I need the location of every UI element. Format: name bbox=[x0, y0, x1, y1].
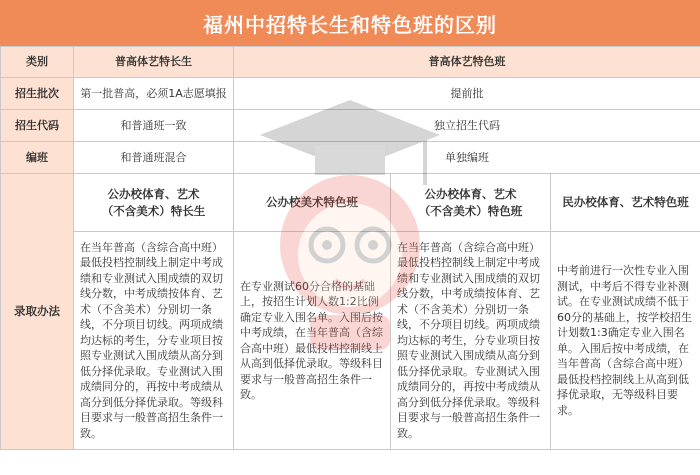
comparison-table bbox=[0, 46, 700, 450]
header-specialty: 普高体艺特长生 bbox=[74, 47, 234, 78]
code-class: 独立招生代码 bbox=[234, 110, 700, 142]
text-private: 中考前进行一次性专业入围测试，中考后不得专业补测试。在专业测试成绩不低于60分的基础上，按学校招生计划数1:3确定专业入围名单。入围后按中考成绩，在当年普高（含综合高中班）最低投档控制线上从高到低择优录取，无等级科目要求。 bbox=[551, 232, 700, 450]
text-public-art: 在专业测试60分合格的基础上，按招生计划人数1:2比例确定专业入围名单。入围后按中考成绩，在当年普高（含综合高中班）最低投档控制线上从高到低择优录取。等级科目要求与一般普高招生条件一致。 bbox=[234, 232, 391, 450]
sub-public-specialty: 公办校体育、艺术 （不含美术）特长生 bbox=[74, 174, 234, 232]
text-public-sports: 在当年普高（含综合高中班）最低投档控制线上制定中考成绩和专业测试入围成绩的双切线分数，中考成绩按体育、艺术（不含美术）分别切一条线，不分项目切线。两项成绩均达标的考生，分专业项目按照专业测试入围成绩从高分到低分择优录取。专业测试入围成绩同分的，再按中考成绩从高分到低分择优录取。等级科目要求与一般普高招生条件一致。 bbox=[391, 232, 551, 450]
table-row-group bbox=[1, 142, 700, 174]
group-specialty: 和普通班混合 bbox=[74, 142, 234, 174]
batch-specialty: 第一批普高，必须1A志愿填报 bbox=[74, 78, 234, 110]
row-label-group: 编班 bbox=[1, 142, 74, 174]
table-header-row bbox=[1, 47, 700, 78]
table-row-batch bbox=[1, 78, 700, 110]
header-category: 类别 bbox=[1, 47, 74, 78]
table-row-admission-text bbox=[1, 232, 700, 450]
row-label-code: 招生代码 bbox=[1, 110, 74, 142]
table-row-code bbox=[1, 110, 700, 142]
row-label-admission: 录取办法 bbox=[1, 174, 74, 450]
page-title: 福州中招特长生和特色班的区别 bbox=[0, 0, 700, 46]
row-label-batch: 招生批次 bbox=[1, 78, 74, 110]
batch-class: 提前批 bbox=[234, 78, 700, 110]
code-specialty: 和普通班一致 bbox=[74, 110, 234, 142]
table-row-subheaders bbox=[1, 174, 700, 232]
text-public-specialty: 在当年普高（含综合高中班）最低投档控制线上制定中考成绩和专业测试入围成绩的双切线分数，中考成绩按体育、艺术（不含美术）分别切一条线，不分项目切线。两项成绩均达标的考生，分专业项目按照专业测试入围成绩从高分到低分择优录取。专业测试入围成绩同分的，再按中考成绩从高分到低分择优录取。等级科目要求与一般普高招生条件一致。 bbox=[74, 232, 234, 450]
group-class: 单独编班 bbox=[234, 142, 700, 174]
sub-public-art: 公办校美术特色班 bbox=[234, 174, 391, 232]
header-class: 普高体艺特色班 bbox=[234, 47, 700, 78]
sub-public-sports: 公办校体育、艺术 （不含美术）特色班 bbox=[391, 174, 551, 232]
sub-private: 民办校体育、艺术特色班 bbox=[551, 174, 700, 232]
